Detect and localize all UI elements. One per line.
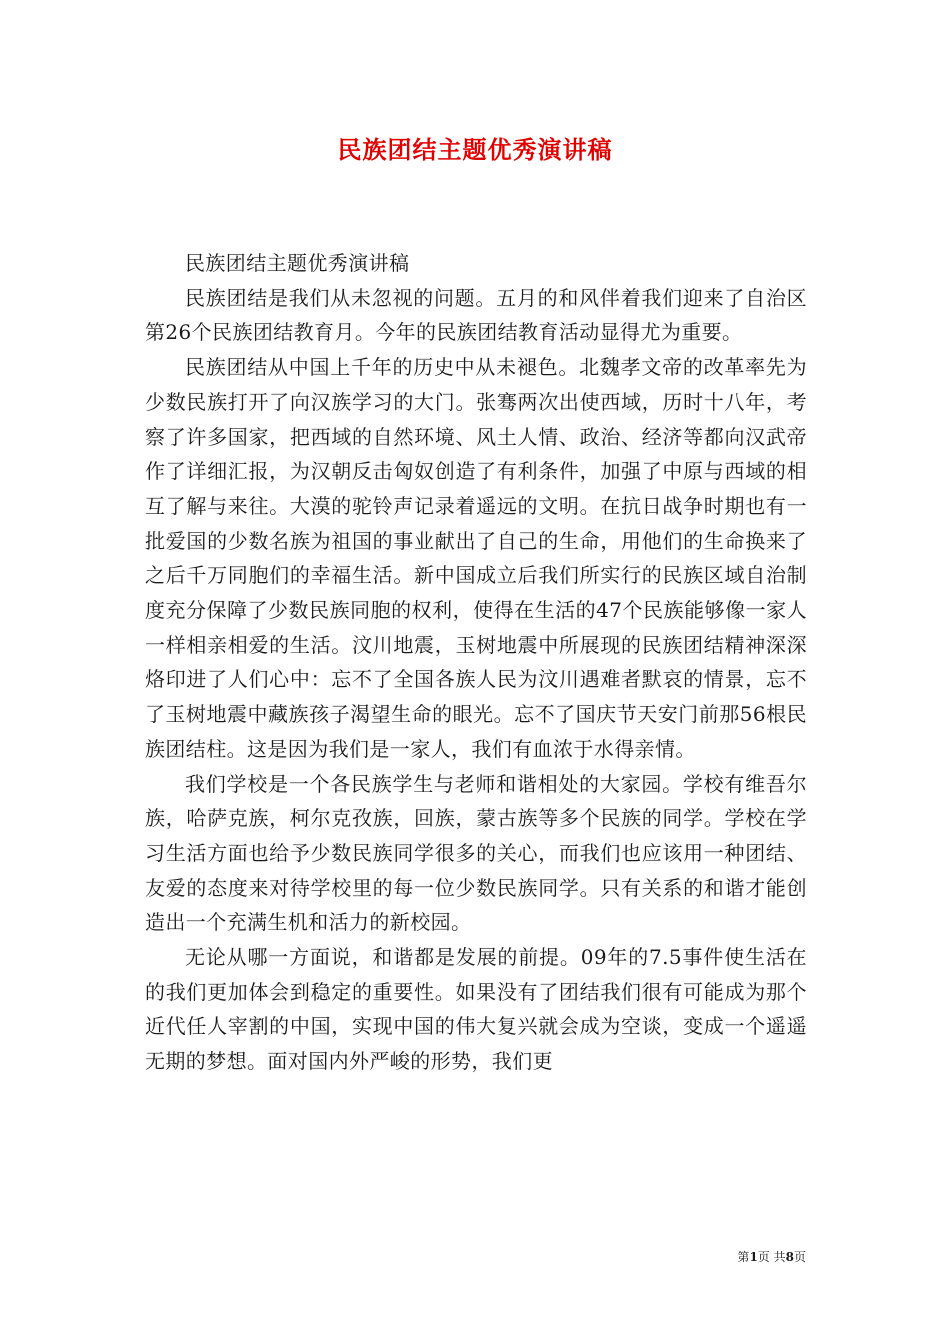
paragraph-intro: 民族团结是我们从未忽视的问题。五月的和风伴着我们迎来了自治区第26个民族团结教育月。今年的民族团结教育活动显得尤为重要。 — [145, 285, 807, 345]
paragraph-harmony: 无论从哪一方面说，和谐都是发展的前提。09年的7.5事件使生活在的我们更加体会到稳定的重要性。如果没有了团结我们很有可能成为那个近代任人宰割的中国，实现中国的伟大复兴就会成为空谈，变成一个遥遥无期的梦想。面对国内外严峻的形势，我们更 — [145, 945, 807, 1074]
paragraph-subtitle: 民族团结主题优秀演讲稿 — [185, 251, 410, 275]
footer-middle: 页 共 — [757, 1250, 786, 1264]
paragraph-school: 我们学校是一个各民族学生与老师和谐相处的大家园。学校有维吾尔族，哈萨克族，柯尔克孜族，回族，蒙古族等多个民族的同学。学校在学习生活方面也给予少数民族同学很多的关心，而我们也应该用一种团结、友爱的态度来对待学校里的每一位少数民族同学。只有关系的和谐才能创造出一个充满生机和活力的新校园。 — [145, 771, 807, 935]
footer-suffix: 页 — [793, 1250, 806, 1264]
footer-total-pages: 8 — [785, 1250, 794, 1264]
document-body — [145, 246, 807, 1079]
paragraph-history: 民族团结从中国上千年的历史中从未褪色。北魏孝文帝的改革率先为少数民族打开了向汉族学习的大门。张骞两次出使西域，历时十八年，考察了许多国家，把西域的自然环境、风土人情、政治、经济等都向汉武帝作了详细汇报，为汉朝反击匈奴创造了有利条件，加强了中原与西域的相互了解与来往。大漠的驼铃声记录着遥远的文明。在抗日战争时期也有一批爱国的少数名族为祖国的事业献出了自己的生命，用他们的生命换来了之后千万同胞们的幸福生活。新中国成立后我们所实行的民族区域自治制度充分保障了少数民族同胞的权利，使得在生活的47个民族能够像一家人一样相亲相爱的生活。汶川地震，玉树地震中所展现的民族团结精神深深烙印进了人们心中：忘不了全国各族人民为汶川遇难者默哀的情景，忘不了玉树地震中藏族孩子渴望生命的眼光。忘不了国庆节天安门前那56根民族团结柱。这是因为我们是一家人，我们有血浓于水得亲情。 — [145, 355, 807, 761]
footer-page-number: 1 — [749, 1250, 758, 1264]
footer-prefix: 第 — [737, 1250, 750, 1264]
page-footer — [737, 1248, 806, 1265]
document-title: 民族团结主题优秀演讲稿 — [337, 135, 613, 164]
